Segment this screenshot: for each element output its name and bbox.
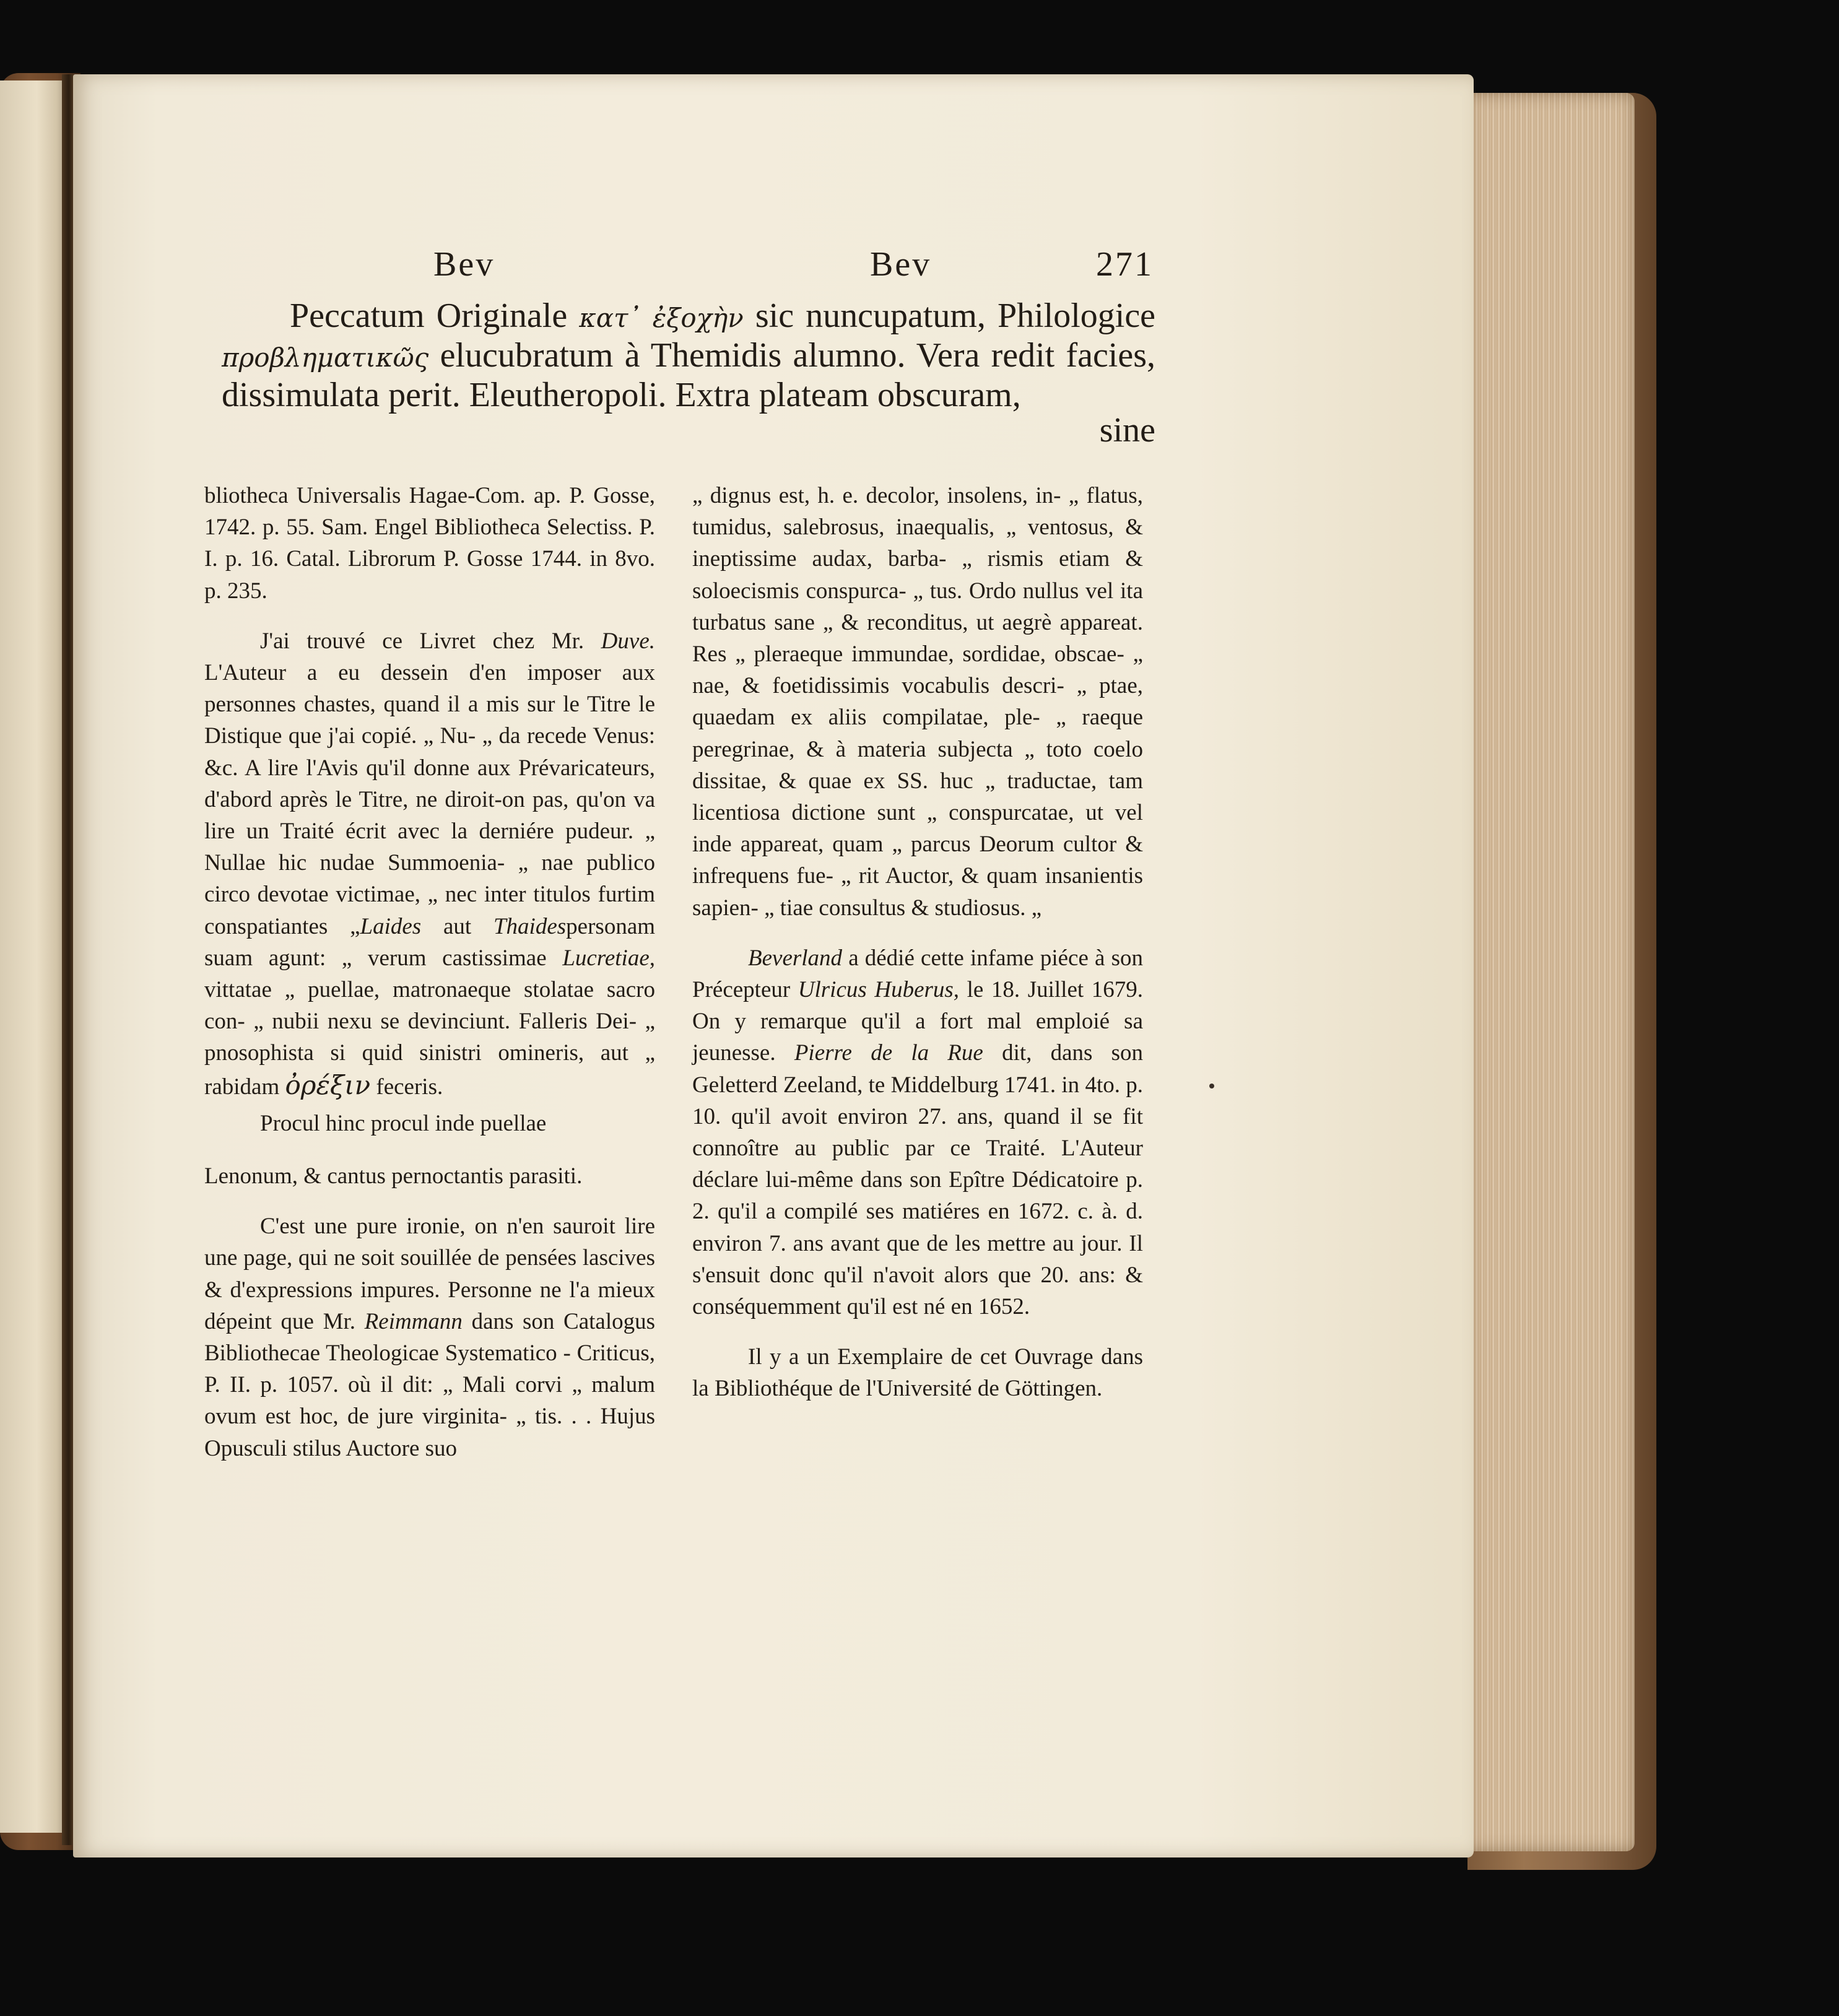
greek-phrase-1: κατ᾽ ἐξοχὴν: [579, 303, 744, 333]
italic-name: Duve.: [601, 628, 655, 654]
right-paragraph-3: Il y a un Exemplaire de cet Ouvrage dans la Bibliothéque de l'Université de Göttingen.: [692, 1344, 1143, 1402]
left-column: [204, 480, 655, 1464]
greek-word: ὀρέξιν: [285, 1069, 371, 1100]
text-run: personam suam agunt: „ verum castissimae: [204, 913, 656, 971]
right-column: [692, 480, 1143, 1405]
running-head-right: Bev: [870, 245, 932, 284]
text-run: aut: [443, 913, 472, 939]
left-paragraph-3: [204, 1210, 655, 1464]
text-run: a dédié cette infame piéce à son Précepteur: [692, 945, 1143, 1003]
right-paragraph-1: „ dignus est, h. e. decolor, insolens, in- „ flatus, tumidus, salebrosus, inaequalis, „ ventosus, & ineptissime audax, barba- „ rismis etiam & soloecismis conspurca- „ tus. Ordo nullus vel ita turbatus sane „ & reconditus, ut aegrè appareat. Res „ pleraeque immundae, sordidae, obscae- „ nae, & foetidissimis vocabulis descri- „ ptae, quaedam ex aliis compilatae, ple- „ raeque peregrinae, & à materia subjecta „ toto coelo dissitae, & quae ex SS. huc „ traductae, tam licentiosa dictione sunt „ conspurcatae, ut vel inde appareat, quam „ parcus Deorum cultor & infrequens fue- „ rit Auctor, & quam insanientis sapien- „ tiae consultus & studiosus. „: [692, 483, 1143, 921]
verse-line-2: Lenonum, & cantus pernoctantis parasiti.: [204, 1163, 583, 1189]
left-paragraph-2: [204, 625, 655, 1103]
text-run: dit, dans son Geletterd Zeeland, te Middelburg 1741. in 4to. p. 10. qu'il avoit environ 27. ans, quand il se fit connoître au public par ce Traité. L'Auteur déclare lui-même dans son Epître Dédicatoire p. 2. qu'il a compilé ses matiéres en 1672. c. à. d. environ 7. ans avant que de les mettre au jour. Il s'ensuit donc qu'il n'avoit alors que 20. ans: & conséquemment qu'il est né en 1652.: [692, 1040, 1144, 1320]
italic-name: Lucretiae,: [562, 945, 655, 971]
running-head-left: Bev: [433, 245, 495, 284]
greek-phrase-2: προβληματικῶς: [222, 342, 429, 373]
title-text-a: Peccatum Originale: [290, 297, 568, 335]
left-paragraph-1: bliotheca Universalis Hagae-Com. ap. P. Gosse, 1742. p. 55. Sam. Engel Bibliotheca Selectiss. P. I. p. 16. Catal. Librorum P. Gosse 1744. in 8vo. p. 235.: [204, 483, 655, 604]
text-run: C'est une pure ironie, on n'en sauroit lire une page, qui ne soit souillée de pensées lascives & d'expressions impures. Personne ne l'a mieux dépeint que Mr.: [204, 1214, 655, 1334]
italic-name: Laides: [360, 913, 422, 939]
title-text-b: sic nuncupatum, Philologice: [755, 297, 1156, 335]
page-number: 271: [1096, 245, 1154, 284]
verse-line-1: Procul hinc procul inde puellae: [260, 1110, 547, 1136]
text-run: dans son Catalogus Bibliothecae Theologicae Systematico - Criticus, P. II. p. 1057. où il dit: „ Mali corvi „ malum ovum est hoc, de jure virginita- „ tis. . . Hujus Opusculi stilus Auctore suo: [204, 1308, 656, 1461]
text-run: feceris.: [376, 1074, 443, 1100]
italic-name: Pierre de la Rue: [794, 1040, 983, 1066]
page-block-edge: [1467, 93, 1635, 1851]
left-page-edge: [0, 80, 67, 1833]
title-entry: [222, 297, 1155, 414]
title-last-word: sine: [1099, 411, 1155, 450]
text-run: J'ai trouvé ce Livret chez Mr.: [260, 628, 585, 654]
italic-name: Ulricus Huberus,: [798, 977, 960, 1003]
text-run: vittatae „ puellae, matronaeque stolatae sacro con- „ nubii nexu se devinciunt. Falleris Dei- „ pnosophista si quid sinistri omineris, aut „ rabidam: [204, 977, 655, 1100]
italic-name: Beverland: [748, 945, 843, 971]
ink-spot: [1209, 1084, 1214, 1088]
title-text-c: elucubratum à Themidis alumno. Vera redit facies, dissimulata perit. Eleutheropoli. Extra plateam obscuram,: [222, 336, 1156, 414]
italic-name: Reimmann: [364, 1308, 463, 1334]
text-run: L'Auteur a eu dessein d'en imposer aux personnes chastes, quand il a mis sur le Titre le Distique que j'ai copié. „ Nu- „ da recede Venus: &c. A lire l'Avis qu'il donne aux Prévaricateurs, d'abord après le Titre, ne diroit-on pas, qu'on va lire un Traité écrit avec la derniére pudeur. „ Nullae hic nudae Summoenia- „ nae publico circo devotae victimae, „ nec inter titulos furtim conspatiantes „: [204, 660, 655, 939]
italic-name: Thaides: [493, 913, 567, 939]
text-run: le 18. Juillet 1679. On y remarque qu'il a fort mal emploié sa jeunesse.: [692, 977, 1143, 1066]
right-paragraph-2: [692, 942, 1143, 1323]
